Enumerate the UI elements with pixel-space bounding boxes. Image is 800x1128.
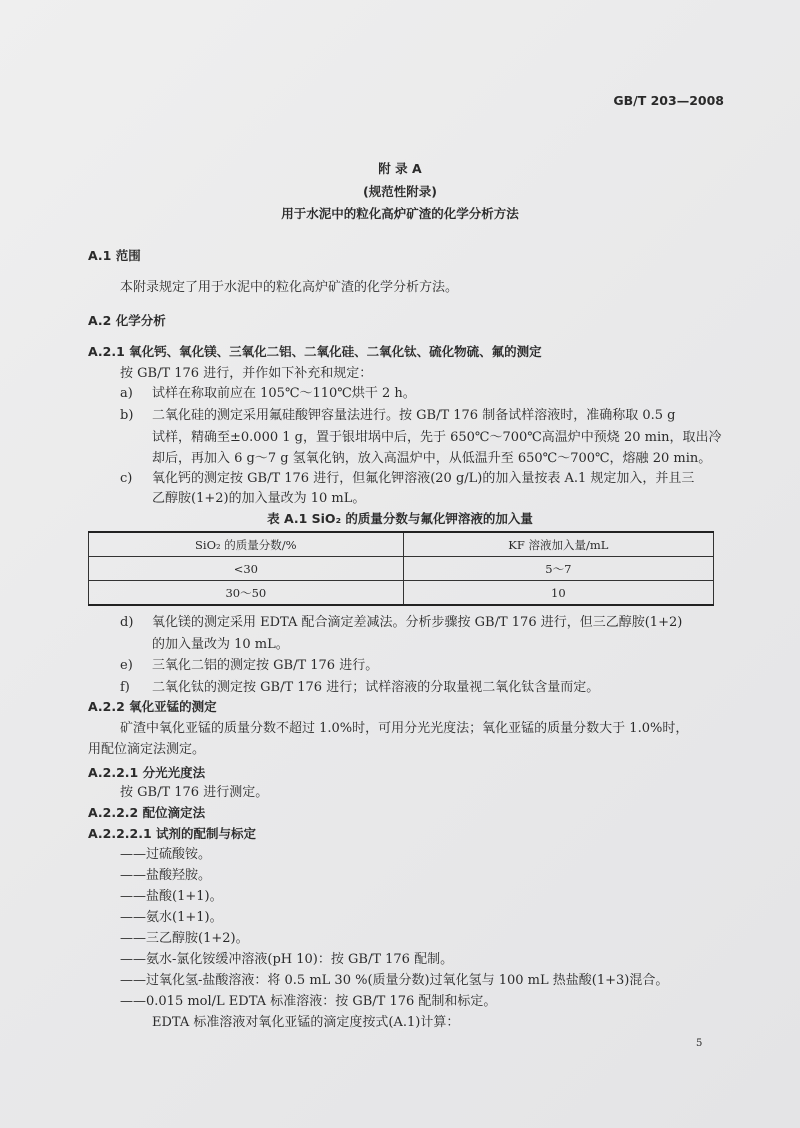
reagent-item: ——过氧化氢-盐酸溶液：将 0.5 mL 30 %(质量分数)过氧化氢与 100 mL 热盐酸(1+3)混合。	[120, 973, 669, 988]
paragraph: 按 GB/T 176 进行，并作如下补充和规定：	[120, 366, 373, 381]
list-marker: c)	[120, 471, 133, 486]
list-marker: a)	[120, 386, 133, 401]
reagent-item: ——0.015 mol/L EDTA 标准溶液：按 GB/T 176 配制和标定。	[120, 994, 497, 1009]
list-text: 却后，再加入 6 g～7 g 氢氧化钠，放入高温炉中，从低温升至 650℃～700℃，熔融 20 min。	[152, 451, 712, 466]
table-cell: <30	[89, 557, 404, 581]
heading-a222: A.2.2.2 配位滴定法	[88, 805, 206, 820]
table-caption: 表 A.1 SiO₂ 的质量分数与氟化钾溶液的加入量	[267, 511, 533, 526]
reagent-item: ——盐酸羟胺。	[120, 868, 212, 883]
list-text: 三氧化二铝的测定按 GB/T 176 进行。	[152, 658, 379, 673]
paragraph: 按 GB/T 176 进行测定。	[120, 785, 269, 800]
list-item-a	[120, 386, 416, 402]
table-header-cell: SiO₂ 的质量分数/%	[89, 532, 404, 557]
reagent-item: ——三乙醇胺(1+2)。	[120, 931, 249, 946]
list-text: 二氧化硅的测定采用氟硅酸钾容量法进行。按 GB/T 176 制备试样溶液时，准确称取 0.5 g	[152, 408, 676, 423]
heading-a2221: A.2.2.2.1 试剂的配制与标定	[88, 826, 257, 841]
list-text: 二氧化钛的测定按 GB/T 176 进行；试样溶液的分取量视二氧化钛含量而定。	[152, 680, 600, 695]
page-number: 5	[696, 1038, 703, 1049]
paragraph: 用配位滴定法测定。	[88, 742, 206, 757]
table-header-cell: KF 溶液加入量/mL	[403, 532, 713, 557]
appendix-label: 附 录 A	[378, 161, 422, 176]
list-marker: f)	[120, 680, 130, 695]
heading-a21: A.2.1 氧化钙、氧化镁、三氧化二铝、二氧化硅、二氧化钛、硫化物硫、氟的测定	[88, 344, 542, 359]
paragraph: 本附录规定了用于水泥中的粒化高炉矿渣的化学分析方法。	[120, 280, 459, 295]
list-item-d	[120, 615, 682, 631]
table-cell: 30～50	[89, 581, 404, 606]
standard-number: GB/T 203—2008	[613, 93, 724, 108]
reagent-item: ——氨水(1+1)。	[120, 910, 223, 925]
paragraph: EDTA 标准溶液对氧化亚锰的滴定度按式(A.1)计算：	[152, 1015, 460, 1030]
reagent-item: ——过硫酸铵。	[120, 847, 212, 862]
list-text: 乙醇胺(1+2)的加入量改为 10 mL。	[152, 491, 366, 506]
heading-a22: A.2.2 氧化亚锰的测定	[88, 699, 217, 714]
table-header-row	[89, 532, 714, 557]
heading-a2: A.2 化学分析	[88, 313, 166, 328]
list-text: 氧化镁的测定采用 EDTA 配合滴定差减法。分析步骤按 GB/T 176 进行，但三乙醇胺(1+2)	[152, 615, 683, 630]
list-text: 氧化钙的测定按 GB/T 176 进行，但氟化钾溶液(20 g/L)的加入量按表 A.1 规定加入，并且三	[152, 471, 695, 486]
list-item-c	[120, 471, 694, 487]
list-text: 试样，精确至±0.000 1 g，置于银坩埚中后，先于 650℃～700℃高温炉中预烧 20 min，取出冷	[152, 430, 722, 445]
list-item-b	[120, 408, 675, 424]
paragraph: 矿渣中氧化亚锰的质量分数不超过 1.0%时，可用分光光度法；氧化亚锰的质量分数大于 1.0%时，	[120, 721, 689, 736]
table-cell: 10	[403, 581, 713, 606]
list-marker: e)	[120, 658, 133, 673]
list-text: 试样在称取前应在 105℃～110℃烘干 2 h。	[152, 386, 416, 401]
data-table	[88, 531, 714, 606]
heading-a221: A.2.2.1 分光光度法	[88, 765, 206, 780]
reagent-item: ——氨水-氯化铵缓冲溶液(pH 10)：按 GB/T 176 配制。	[120, 952, 454, 967]
list-item-e	[120, 658, 378, 674]
table-row	[89, 557, 714, 581]
list-marker: b)	[120, 408, 134, 423]
list-marker: d)	[120, 615, 134, 630]
reagent-item: ——盐酸(1+1)。	[120, 889, 223, 904]
table-cell: 5～7	[403, 557, 713, 581]
list-item-f	[120, 680, 599, 696]
list-text: 的加入量改为 10 mL。	[152, 637, 289, 652]
appendix-type: (规范性附录)	[363, 184, 437, 199]
appendix-title: 用于水泥中的粒化高炉矿渣的化学分析方法	[281, 206, 519, 221]
heading-a1: A.1 范围	[88, 248, 141, 263]
table-row	[89, 581, 714, 606]
